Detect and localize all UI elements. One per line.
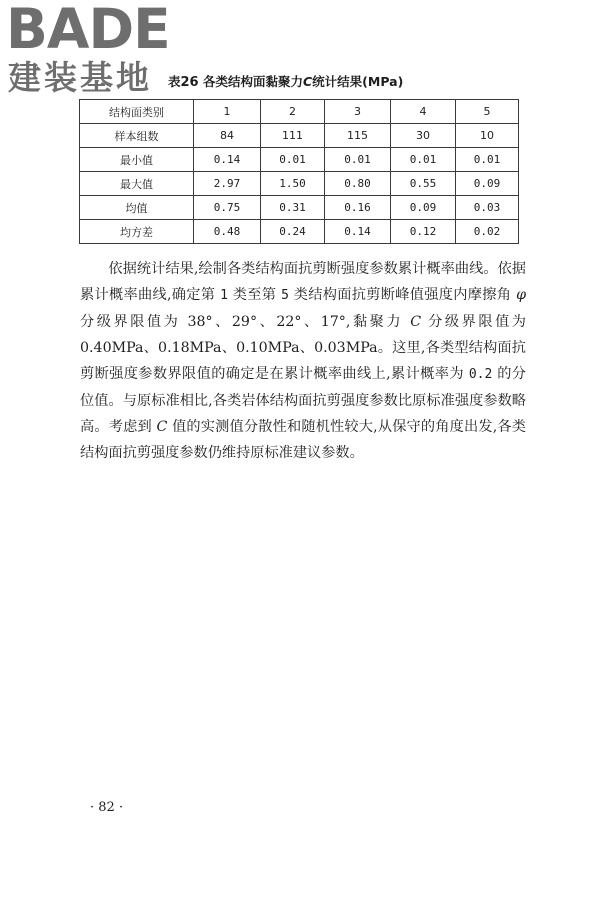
page-number: · 82 · bbox=[90, 800, 124, 815]
row-label: 均方差 bbox=[80, 220, 194, 244]
caption-text-after: 统计结果(MPa) bbox=[312, 74, 404, 89]
row-label: 样本组数 bbox=[80, 124, 194, 148]
text-run: C bbox=[410, 314, 422, 330]
table-cell: 2.97 bbox=[194, 172, 261, 196]
header-cell: 结构面类别 bbox=[80, 100, 194, 124]
table-cell: 0.75 bbox=[194, 196, 261, 220]
text-run: 依据统计结果,绘制各类结构面抗剪断强度参数累计概率曲线。依据累计概率曲线,确定第 bbox=[80, 261, 526, 303]
text-run: 1 bbox=[220, 288, 228, 303]
caption-text-before: 各类结构面黏聚力 bbox=[202, 74, 303, 89]
table-cell: 0.01 bbox=[325, 148, 391, 172]
table-cell: 0.01 bbox=[261, 148, 325, 172]
text-run: 类结构面抗剪断峰值强度内摩擦角 bbox=[293, 287, 512, 303]
text-run: C bbox=[156, 419, 168, 435]
table-cell: 0.14 bbox=[194, 148, 261, 172]
row-label: 最大值 bbox=[80, 172, 194, 196]
text-run: 5 bbox=[281, 288, 289, 303]
text-run: 0.40MPa、0.18MPa、0.10MPa、0.03MPa bbox=[80, 340, 378, 356]
text-run: ,黏聚力 bbox=[345, 314, 404, 330]
table-cell: 10 bbox=[456, 124, 519, 148]
table-row bbox=[80, 220, 519, 244]
text-run: 0.2 bbox=[468, 367, 493, 382]
table-caption bbox=[168, 71, 468, 93]
logo-subtitle: 建装基地 bbox=[8, 58, 152, 97]
table-cell: 0.31 bbox=[261, 196, 325, 220]
table-cell: 0.24 bbox=[261, 220, 325, 244]
header-cell: 2 bbox=[261, 100, 325, 124]
text-run: 值的实测值分散性和随机性较大,从保守的角度出发,各类结构面抗剪强度参数仍维持原标准建议参数。 bbox=[80, 419, 526, 461]
table-cell: 0.14 bbox=[325, 220, 391, 244]
text-run: 分级界限值为 bbox=[428, 314, 526, 330]
table-cell: 0.02 bbox=[456, 220, 519, 244]
table-cell: 30 bbox=[391, 124, 456, 148]
text-run: 类至第 bbox=[232, 287, 277, 303]
table-row bbox=[80, 148, 519, 172]
text-run: 分级界限值为 bbox=[80, 314, 181, 330]
header-cell: 1 bbox=[194, 100, 261, 124]
table-cell: 111 bbox=[261, 124, 325, 148]
table-row bbox=[80, 172, 519, 196]
table-cell: 84 bbox=[194, 124, 261, 148]
table-cell: 0.01 bbox=[391, 148, 456, 172]
table-header-row bbox=[80, 100, 519, 124]
row-label: 最小值 bbox=[80, 148, 194, 172]
text-run: 38°、29°、22°、17° bbox=[187, 314, 346, 330]
table-cell: 115 bbox=[325, 124, 391, 148]
table-row bbox=[80, 124, 519, 148]
statistics-table bbox=[79, 99, 519, 244]
table-cell: 0.55 bbox=[391, 172, 456, 196]
caption-prefix: 表 bbox=[168, 74, 181, 89]
table-cell: 0.12 bbox=[391, 220, 456, 244]
row-label: 均值 bbox=[80, 196, 194, 220]
table-row bbox=[80, 196, 519, 220]
table-cell: 0.09 bbox=[456, 172, 519, 196]
logo-wordmark: BADE bbox=[6, 0, 170, 61]
body-paragraph bbox=[80, 256, 526, 466]
header-cell: 5 bbox=[456, 100, 519, 124]
caption-symbol: C bbox=[302, 74, 313, 89]
bade-logo bbox=[6, 2, 178, 98]
table-cell: 0.03 bbox=[456, 196, 519, 220]
table-cell: 0.16 bbox=[325, 196, 391, 220]
text-run: 。这里,各类型结构面抗剪断强度参数界限值的确定是在累计概率曲线上,累计概率为 bbox=[80, 340, 526, 382]
table-cell: 0.09 bbox=[391, 196, 456, 220]
header-cell: 4 bbox=[391, 100, 456, 124]
text-run: 的分位值。与原标准相比,各类岩体结构面抗剪强度参数比原标准强度参数略高。考虑到 bbox=[80, 366, 526, 435]
caption-number: 26 bbox=[180, 75, 199, 90]
text-run: φ bbox=[516, 287, 526, 303]
table-cell: 0.01 bbox=[456, 148, 519, 172]
header-cell: 3 bbox=[325, 100, 391, 124]
table-cell: 0.48 bbox=[194, 220, 261, 244]
table-cell: 1.50 bbox=[261, 172, 325, 196]
paragraph-text bbox=[80, 256, 526, 466]
table-cell: 0.80 bbox=[325, 172, 391, 196]
